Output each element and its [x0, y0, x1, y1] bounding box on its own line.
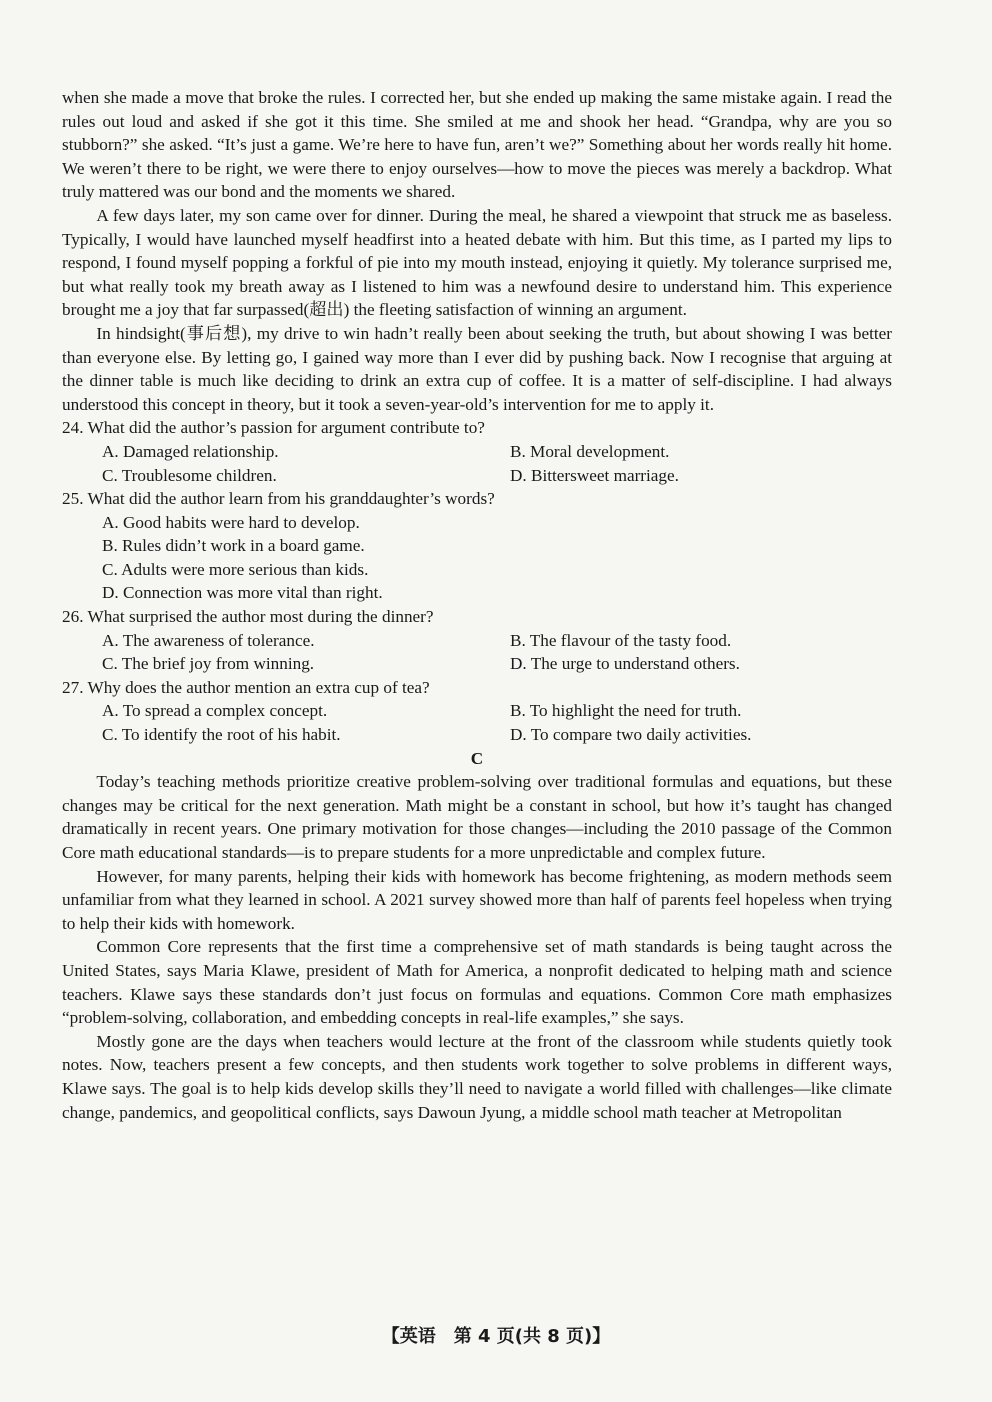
question-stem: 25. What did the author learn from his granddaughter’s words? [62, 489, 495, 509]
option-d: D. The urge to understand others. [510, 654, 740, 674]
page-content [62, 86, 892, 1124]
option-b: B. Moral development. [510, 441, 670, 461]
passage-c-paragraph-3: Common Core represents that the first time a comprehensive set of math standards is being taught across the United States, says Maria Klawe, president of Math for America, a nonprofit dedicated to helping math and science teachers. Klawe says these standards don’t just focus on formulas and equations. Common Core math emphasizes “problem-solving, collaboration, and embedding concepts in real-life examples,” she says. [62, 937, 892, 1028]
passage-b-paragraph-1: when she made a move that broke the rules. I corrected her, but she ended up making the same mistake again. I read the rules out loud and asked if she got it this time. She smiled at me and shook her head. “Grandpa, why are you so stubborn?” she asked. “It’s just a game. We’re here to have fun, aren’t we?” Something about her words really hit home. We weren’t there to be right, we were there to enjoy ourselves—how to move the pieces was merely a backdrop. What truly mattered was our bond and the moments we shared. [62, 88, 892, 202]
option-d: D. Bittersweet marriage. [510, 465, 679, 485]
option-d: D. Connection was more vital than right. [102, 583, 383, 603]
option-c: C. Adults were more serious than kids. [102, 559, 369, 579]
passage-b-paragraph-3: In hindsight(事后想), my drive to win hadn’t really been about seeking the truth, but about showing I was better than everyone else. By letting go, I gained way more than I ever did by pushing back. Now I recognise that arguing at the dinner table is much like deciding to drink an extra cup of coffee. It is a matter of self-discipline. I had always understood this concept in theory, but it took a seven-year-old’s intervention for me to apply it. [62, 323, 892, 414]
option-b: B. The flavour of the tasty food. [510, 630, 732, 650]
question-options [102, 440, 892, 487]
question-options [102, 511, 892, 605]
option-a: A. Damaged relationship. [102, 441, 279, 461]
question-27 [62, 676, 892, 747]
question-stem: 27. Why does the author mention an extra cup of tea? [62, 677, 430, 697]
page-footer: 【英语 第 4 页(共 8 页)】 [381, 1326, 611, 1347]
question-stem: 26. What surprised the author most during the dinner? [62, 607, 434, 627]
option-c: C. To identify the root of his habit. [102, 725, 341, 745]
passage-c-paragraph-1: Today’s teaching methods prioritize creative problem-solving over traditional formulas and equations, but these changes may be critical for the next generation. Math might be a constant in school, but how it’s taught has changed dramatically in recent years. One primary motivation for those changes—including the 2010 passage of the Common Core math educational standards—is to prepare students for a more unpredictable and complex future. [62, 772, 892, 862]
option-b: B. To highlight the need for truth. [510, 701, 742, 721]
passage-c-paragraph-4: Mostly gone are the days when teachers would lecture at the front of the classroom while students quietly took notes. Now, teachers present a few concepts, and then students work together to solve problems in different ways, Klawe says. The goal is to help kids develop skills they’ll need to navigate a world filled with challenges—like climate change, pandemics, and geopolitical conflicts, says Dawoun Jyung, a middle school math teacher at Metropolitan [62, 1031, 892, 1122]
option-a: A. Good habits were hard to develop. [102, 512, 360, 532]
section-heading: C [470, 748, 484, 768]
question-25 [62, 487, 892, 605]
option-d: D. To compare two daily activities. [510, 725, 752, 745]
option-a: A. The awareness of tolerance. [102, 630, 315, 650]
question-26 [62, 605, 892, 676]
option-b: B. Rules didn’t work in a board game. [102, 536, 365, 556]
option-a: A. To spread a complex concept. [102, 701, 328, 721]
question-24 [62, 416, 892, 487]
passage-b-paragraph-2: A few days later, my son came over for dinner. During the meal, he shared a viewpoint that struck me as baseless. Typically, I would have launched myself headfirst into a heated debate with him. But this time, as I parted my lips to respond, I found myself popping a forkful of pie into my mouth instead, enjoying it quietly. My tolerance surprised me, but what really took my breath away as I listened to him was a newfound desire to understand him. This experience brought me a joy that far surpassed(超出) the fleeting satisfaction of winning an argument. [62, 205, 892, 320]
option-c: C. The brief joy from winning. [102, 654, 315, 674]
question-options [102, 699, 892, 746]
option-c: C. Troublesome children. [102, 465, 277, 485]
question-options [102, 629, 892, 676]
passage-c-paragraph-2: However, for many parents, helping their kids with homework has become frightening, as modern methods seem unfamiliar from what they learned in school. A 2021 survey showed more than half of parents feel hopeless when trying to help their kids with homework. [62, 866, 892, 933]
question-stem: 24. What did the author’s passion for argument contribute to? [62, 418, 485, 438]
